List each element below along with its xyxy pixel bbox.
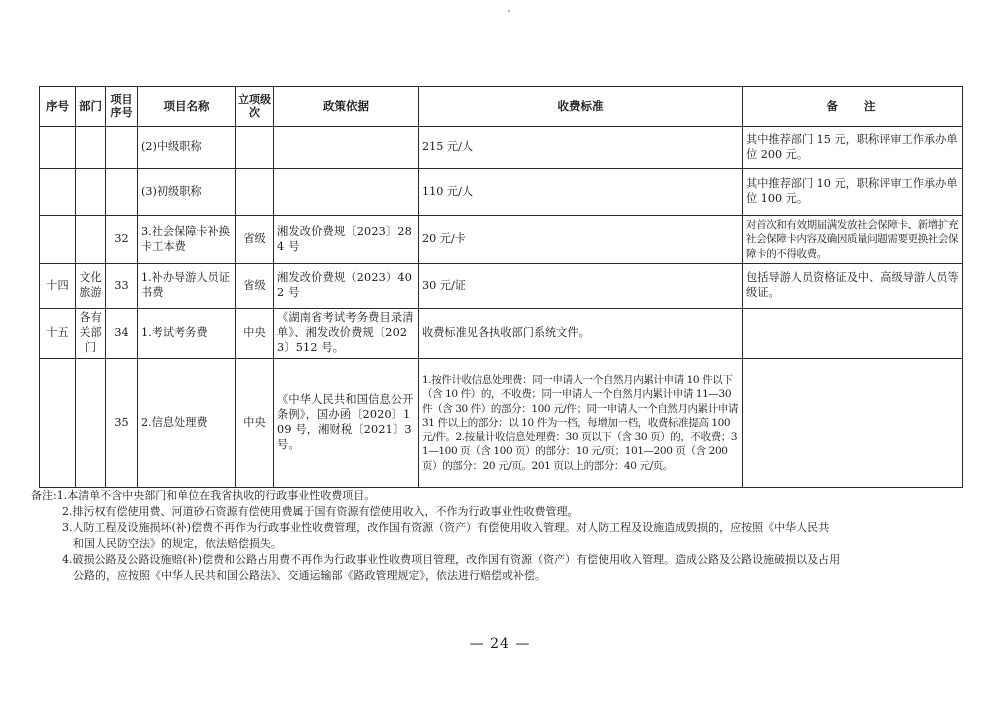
note-item-2 [60, 504, 960, 520]
cell-standard: 215 元/人 [419, 127, 743, 169]
note-item-4 [60, 552, 960, 568]
cell-remark: 包括导游人员资格证及中、高级导游人员等级证。 [743, 264, 963, 309]
cell-dept [76, 216, 106, 264]
table-row [40, 216, 963, 264]
cell-dept [76, 127, 106, 169]
page-number: — 24 — [469, 636, 531, 652]
header-level: 立项级次 [236, 87, 274, 127]
cell-remark: 其中推荐部门 15 元，职称评审工作承办单位 200 元。 [743, 127, 963, 169]
cell-standard: 收费标准见各执收部门系统文件。 [419, 309, 743, 359]
table-row [40, 359, 963, 488]
cell-seq [40, 169, 76, 216]
cell-remark: 对首次和有效期届满发放社会保障卡、新增扩充社会保障卡内容及确因质量问题需要更换社会保障卡的不得收费。 [743, 216, 963, 264]
note-item-3 [60, 520, 960, 536]
header-remark: 备注 [743, 87, 963, 127]
cell-level: 省级 [236, 264, 274, 309]
cell-item-seq: 34 [106, 309, 138, 359]
cell-item-seq: 35 [106, 359, 138, 488]
cell-policy: 《中华人民共和国信息公开条例》，国办函〔2020〕109 号，湘财税〔2021〕3 号。 [274, 359, 419, 488]
cell-standard: 30 元/证 [419, 264, 743, 309]
note-text-2: 2.排污权有偿使用费、河道砂石资源有偿使用费属于国有资源有偿使用收入，不作为行政事业性收费管理。 [62, 505, 579, 518]
cell-standard: 1.按件计收信息处理费：同一申请人一个自然月内累计申请 10 件以下（含 10 件）的，不收费；同一申请人一个自然月内累计申请 11—30 件（含 30 件）的部分：100 元/件；同一申请人一个自然月内累计申请 31 件以上的部分：以 10 件为一档，每增加一档，收费标准提高 100 元/件。2.按量计收信息处理费：30 页以下（含 30 页）的，不收费；31—100 页（含 100 页）的部分：10 元/页；101—200 页（含 200 页）的部分：20 元/页。201 页以上的部分：40 元/页。 [419, 359, 743, 488]
notes-section [31, 488, 960, 584]
table-row [40, 169, 963, 216]
cell-item-name: 2.信息处理费 [138, 359, 236, 488]
table-row [40, 264, 963, 309]
note-text-4-line-1: 4.破损公路及公路设施赔(补)偿费和公路占用费不再作为行政事业性收费项目管理，改作国有资源（资产）有偿使用收入管理。造成公路及公路设施破损以及占用 [62, 553, 841, 566]
cell-level [236, 169, 274, 216]
cell-standard: 110 元/人 [419, 169, 743, 216]
cell-seq [40, 359, 76, 488]
cell-item-name: 1.补办导游人员证书费 [138, 264, 236, 309]
cell-seq [40, 127, 76, 169]
cell-item-seq: 32 [106, 216, 138, 264]
cell-standard: 20 元/卡 [419, 216, 743, 264]
note-text-3-line-2: 和国人民防空法》的规定，依法赔偿损失。 [73, 537, 282, 550]
note-item-4-continued [60, 568, 960, 584]
cell-level [236, 127, 274, 169]
scan-speck [508, 10, 510, 12]
cell-level: 中央 [236, 359, 274, 488]
note-item-3-continued [60, 536, 960, 552]
cell-dept: 文化旅游 [76, 264, 106, 309]
header-item-name: 项目名称 [138, 87, 236, 127]
cell-dept [76, 169, 106, 216]
cell-policy: 湘发改价费规（2023）402 号 [274, 264, 419, 309]
cell-seq: 十五 [40, 309, 76, 359]
cell-item-seq: 33 [106, 264, 138, 309]
cell-policy [274, 169, 419, 216]
cell-policy: 《湖南省考试考务费目录清单》、湘发改价费规〔2023〕512 号。 [274, 309, 419, 359]
cell-item-name: (3)初级职称 [138, 169, 236, 216]
cell-level: 省级 [236, 216, 274, 264]
cell-policy: 湘发改价费规〔2023〕284 号 [274, 216, 419, 264]
note-item-1 [31, 488, 960, 504]
cell-seq [40, 216, 76, 264]
note-text-3-line-1: 3.人防工程及设施损坏(补)偿费不再作为行政事业性收费管理，改作国有资源（资产）有偿使用收入管理。对人防工程及设施造成毁损的，应按照《中华人民共 [62, 521, 830, 534]
cell-policy [274, 127, 419, 169]
cell-remark: 其中推荐部门 10 元，职称评审工作承办单位 100 元。 [743, 169, 963, 216]
fee-list-table [39, 86, 963, 488]
cell-item-seq [106, 169, 138, 216]
cell-dept: 各有关部门 [76, 309, 106, 359]
header-policy: 政策依据 [274, 87, 419, 127]
header-dept: 部门 [76, 87, 106, 127]
note-text-1: 1.本清单不含中央部门和单位在我省执收的行政事业性收费项目。 [56, 489, 376, 502]
notes-prefix: 备注: [31, 489, 57, 502]
cell-item-name: 3.社会保障卡补换卡工本费 [138, 216, 236, 264]
cell-remark [743, 309, 963, 359]
cell-item-name: 1.考试考务费 [138, 309, 236, 359]
cell-item-name: (2)中级职称 [138, 127, 236, 169]
header-item-seq: 项目序号 [106, 87, 138, 127]
table-header-row [40, 87, 963, 127]
cell-seq: 十四 [40, 264, 76, 309]
cell-item-seq [106, 127, 138, 169]
cell-remark [743, 359, 963, 488]
note-text-4-line-2: 公路的，应按照《中华人民共和国公路法》、交通运输部《路政管理规定》，依法进行赔偿或补偿。 [73, 569, 546, 582]
header-seq: 序号 [40, 87, 76, 127]
cell-level: 中央 [236, 309, 274, 359]
cell-dept [76, 359, 106, 488]
table-row [40, 127, 963, 169]
header-standard: 收费标准 [419, 87, 743, 127]
table-row [40, 309, 963, 359]
